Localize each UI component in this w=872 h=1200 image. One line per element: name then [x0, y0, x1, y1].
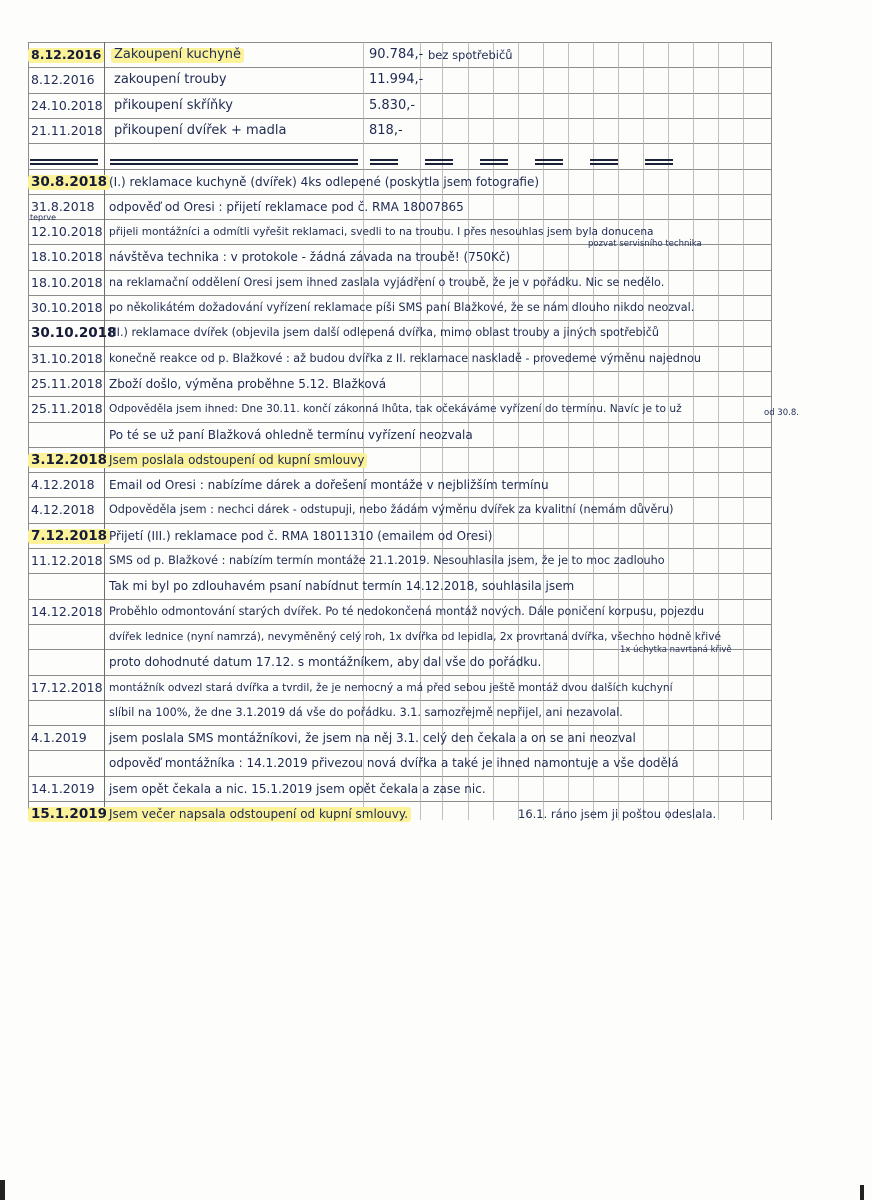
log-text: jsem poslala SMS montážníkovi, že jsem na něj 3.1. celý den čekala a on se ani neozval	[109, 731, 636, 746]
purchase-date: 21.11.2018	[31, 122, 103, 138]
purchase-amount: 11.994,-	[369, 72, 424, 88]
log-text: Odpověděla jsem ihned: Dne 30.11. končí zákonná lhůta, tak očekáváme vyřízení do termínu. Navíc je to už	[109, 403, 682, 416]
log-text: Odpověděla jsem : nechci dárek - odstupuji, nebo žádám výměnu dvířek za kvalitní (nemám důvěru)	[109, 503, 674, 517]
log-date: 14.1.2019	[31, 780, 95, 796]
log-date: 15.1.2019	[31, 806, 108, 822]
log-date: 4.12.2018	[31, 477, 95, 493]
log-text: Po té se už paní Blažková ohledně termínu vyřízení neozvala	[109, 427, 473, 442]
log-text: Přijetí (III.) reklamace pod č. RMA 18011310 (emailem od Oresi)	[109, 528, 493, 543]
purchase-date: 24.10.2018	[31, 97, 103, 113]
log-text: Jsem večer napsala odstoupení od kupní smlouvy.	[109, 807, 409, 821]
purchase-date: 8.12.2016	[31, 47, 102, 62]
log-date: 31.8.2018	[31, 198, 95, 214]
log-date: 30.10.2018	[31, 325, 117, 342]
log-text: Jsem poslala odstoupení od kupní smlouvy	[109, 452, 365, 467]
purchase-description: zakoupení trouby	[114, 72, 227, 88]
log-date: 11.12.2018	[31, 553, 103, 568]
page-edge-mark	[860, 1185, 864, 1200]
log-date: 18.10.2018	[31, 249, 103, 265]
log-date-note: teprve	[30, 213, 57, 223]
log-text: odpověď montážníka : 14.1.2019 přivezou nová dvířka a také je ihned namontuje a vše dodělá	[109, 756, 679, 771]
purchase-amount: 5.830,-	[369, 97, 416, 113]
log-date: 18.10.2018	[31, 274, 103, 290]
log-date: 30.10.2018	[31, 300, 103, 315]
purchase-description: přikoupení skříňky	[114, 97, 233, 113]
log-date: 3.12.2018	[31, 451, 108, 468]
log-text: Zboží došlo, výměna proběhne 5.12. Blažková	[109, 376, 387, 391]
log-text: Proběhlo odmontování starých dvířek. Po té nedokončená montáž nových. Dále poničení korpusu, pojezdu	[109, 604, 705, 618]
ledger-sheet	[28, 42, 799, 822]
log-text: přijeli montážníci a odmítli vyřešit reklamaci, svedli to na troubu. I přes nesouhlas jsem byla donucena	[109, 226, 654, 239]
purchase-description: Zakoupení kuchyně	[114, 47, 242, 62]
purchase-note: bez spotřebičů	[428, 48, 513, 62]
log-text: odpověď od Oresi : přijetí reklamace pod č. RMA 18007865	[109, 199, 464, 214]
log-date: 30.8.2018	[31, 173, 108, 190]
log-date: 17.12.2018	[31, 679, 103, 695]
log-date: 25.11.2018	[31, 401, 103, 417]
purchase-amount: 818,-	[369, 122, 403, 138]
log-date: 12.10.2018	[31, 224, 103, 240]
log-text: montážník odvezl stará dvířka a tvrdil, že je nemocný a má před sebou ještě montáž dvou dalších kuchyní	[109, 681, 673, 694]
log-text: návštěva technika : v protokole - žádná závada na troubě! (750Kč)	[109, 250, 511, 265]
log-margin-note: pozvat servisního technika	[588, 239, 702, 250]
log-text: proto dohodnuté datum 17.12. s montážníkem, aby dal vše do pořádku.	[109, 655, 542, 670]
purchase-amount: 90.784,-	[369, 47, 424, 62]
log-text: slíbil na 100%, že dne 3.1.2019 dá vše do pořádku. 3.1. samozřejmě nepřijel, ani nezavolal.	[109, 705, 623, 719]
page-edge-mark	[0, 1180, 5, 1200]
purchase-description: přikoupení dvířek + madla	[114, 122, 287, 138]
log-text: (I.) reklamace kuchyně (dvířek) 4ks odlepené (poskytla jsem fotografie)	[109, 174, 540, 189]
purchase-date: 8.12.2016	[31, 72, 95, 88]
log-date: 7.12.2018	[31, 527, 108, 544]
log-text: po několikátém dožadování vyřízení reklamace píši SMS paní Blažkové, že se nám dlouho nikdo neozval.	[109, 301, 695, 314]
log-text: Tak mi byl po zdlouhavém psaní nabídnut termín 14.12.2018, souhlasila jsem	[109, 579, 575, 594]
log-text: konečně reakce od p. Blažkové : až budou dvířka z II. reklamace naskladě - provedeme výměnu najednou	[109, 351, 701, 365]
log-date: 4.1.2019	[31, 730, 87, 746]
log-text: dvířek lednice (nyní namrzá), nevyměněný celý roh, 1x dvířka od lepidla, 2x provrtaná dvířka, všechno hodně křivé	[109, 630, 721, 643]
log-margin-note: od 30.8.	[764, 408, 799, 419]
log-text: SMS od p. Blažkové : nabízím termín montáže 21.1.2019. Nesouhlasila jsem, že je to moc zadlouho	[109, 554, 665, 567]
log-date: 4.12.2018	[31, 502, 95, 518]
log-text: Email od Oresi : nabízíme dárek a dořešení montáže v nejbližším termínu	[109, 478, 549, 493]
log-text: jsem opět čekala a nic. 15.1.2019 jsem opět čekala a zase nic.	[109, 781, 486, 796]
log-margin-note: 1x úchytka navrtaná křivě	[620, 645, 732, 656]
log-text-tail: 16.1. ráno jsem ji poštou odeslala.	[518, 807, 717, 821]
log-text: na reklamační oddělení Oresi jsem ihned zaslala vyjádření o troubě, že je v pořádku. Nic se nedělo.	[109, 275, 665, 289]
log-text: (II.) reklamace dvířek (objevila jsem další odlepená dvířka, mimo oblast trouby a jiných spotřebičů	[109, 326, 659, 340]
log-date: 14.12.2018	[31, 603, 103, 619]
log-date: 31.10.2018	[31, 350, 103, 366]
log-date: 25.11.2018	[31, 375, 103, 391]
